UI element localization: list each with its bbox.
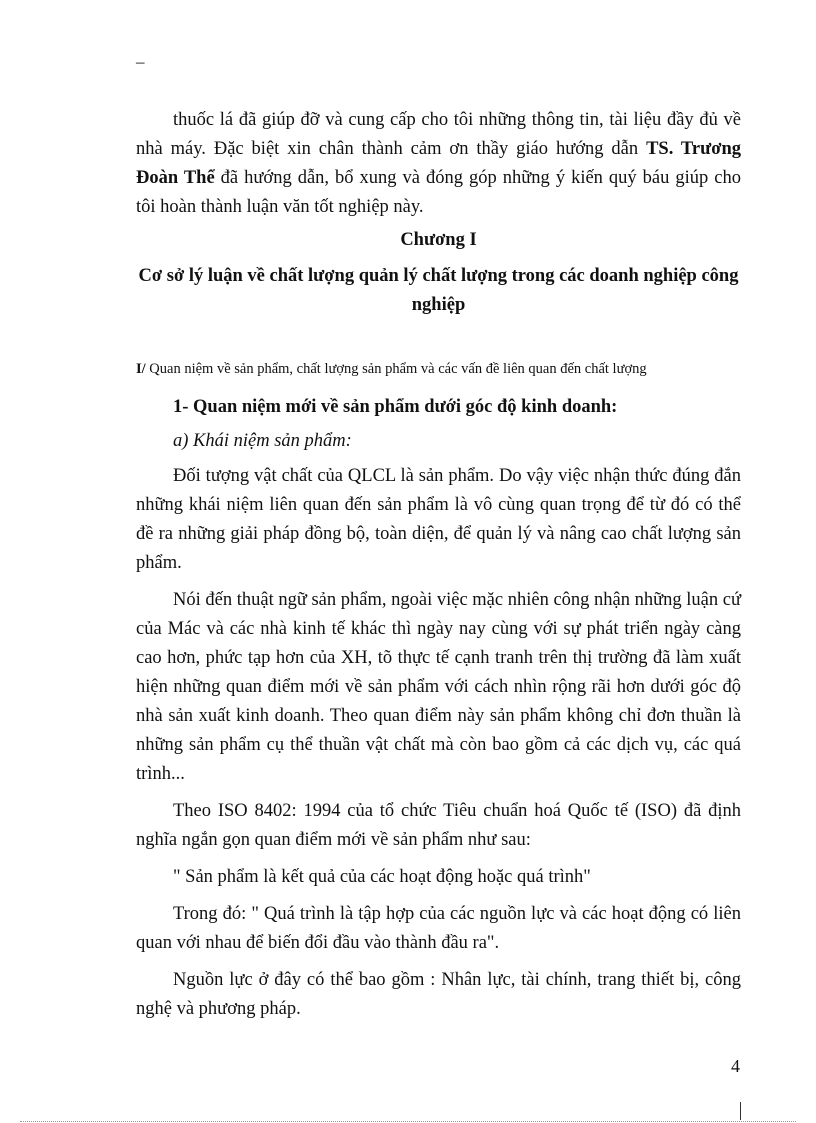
footer-mark <box>740 1102 741 1120</box>
intro-text: thuốc lá đã giúp đỡ và cung cấp cho tôi những thông tin, tài liệu đầy đủ về nhà máy. Đặc biệt xin chân thành cảm ơn thầy giáo hướng dẫn <box>136 110 741 159</box>
paragraph: Nói đến thuật ngữ sản phẩm, ngoài việc mặc nhiên công nhận những luận cứ của Mác và các nhà kinh tế khác thì ngày nay cùng với sự phát triển ngày càng cao hơn, phức tạp hơn của XH, tõ thực tế cạnh tranh trên thị trường đã làm xuất hiện những quan điểm mới về sản phẩm với cách nhìn rộng rãi hơn dưới góc độ nhà sản xuất kinh doanh. Theo quan điểm này sản phẩm không chỉ đơn thuần là những sản phẩm cụ thể thuần vật chất mà còn bao gồm cả các dịch vụ, các quá trình... <box>136 590 741 784</box>
section-roman: I/ <box>136 361 146 377</box>
footer-divider <box>20 1121 796 1122</box>
page-number: 4 <box>731 1056 740 1076</box>
subsubsection-heading: a) Khái niệm sản phẩm: <box>173 431 352 451</box>
chapter-title: Cơ sở lý luận về chất lượng quản lý chất lượng trong các doanh nghiệp công nghiệp <box>138 266 739 315</box>
chapter-number: Chương I <box>400 230 477 250</box>
paragraph: Trong đó: " Quá trình là tập hợp của các nguồn lực và các hoạt động có liên quan với nhau để biến đổi đầu vào thành đầu ra". <box>136 904 741 953</box>
paragraph: Đối tượng vật chất của QLCL là sản phẩm. Do vậy việc nhận thức đúng đắn những khái niệm liên quan đến sản phẩm là vô cùng quan trọng để từ đó có thể đề ra những giải pháp đồng bộ, toàn diện, để quản lý và nâng cao chất lượng sản phẩm. <box>136 466 741 573</box>
paragraph: Theo ISO 8402: 1994 của tổ chức Tiêu chuẩn hoá Quốc tế (ISO) đã định nghĩa ngắn gọn quan điểm mới về sản phẩm như sau: <box>136 801 741 850</box>
paragraph: Nguồn lực ở đây có thể bao gồm : Nhân lực, tài chính, trang thiết bị, công nghệ và phương pháp. <box>136 970 741 1019</box>
section-heading <box>136 361 751 378</box>
body-text <box>136 462 741 1032</box>
intro-text-end: đã hướng dẫn, bổ xung và đóng góp những ý kiến quý báu giúp cho tôi hoàn thành luận văn tốt nghiệp này. <box>136 168 742 217</box>
header-dash: – <box>136 52 145 71</box>
subsection-heading: 1- Quan niệm mới về sản phẩm dưới góc độ kinh doanh: <box>173 397 618 417</box>
section-title: Quan niệm về sản phẩm, chất lượng sản phẩm và các vấn đề liên quan đến chất lượng <box>145 361 647 377</box>
quote-paragraph: " Sản phẩm là kết quả của các hoạt động hoặc quá trình" <box>173 867 591 887</box>
intro-paragraph <box>136 106 741 222</box>
advisor-name: TS. Trương Đoàn Thể <box>136 139 741 188</box>
